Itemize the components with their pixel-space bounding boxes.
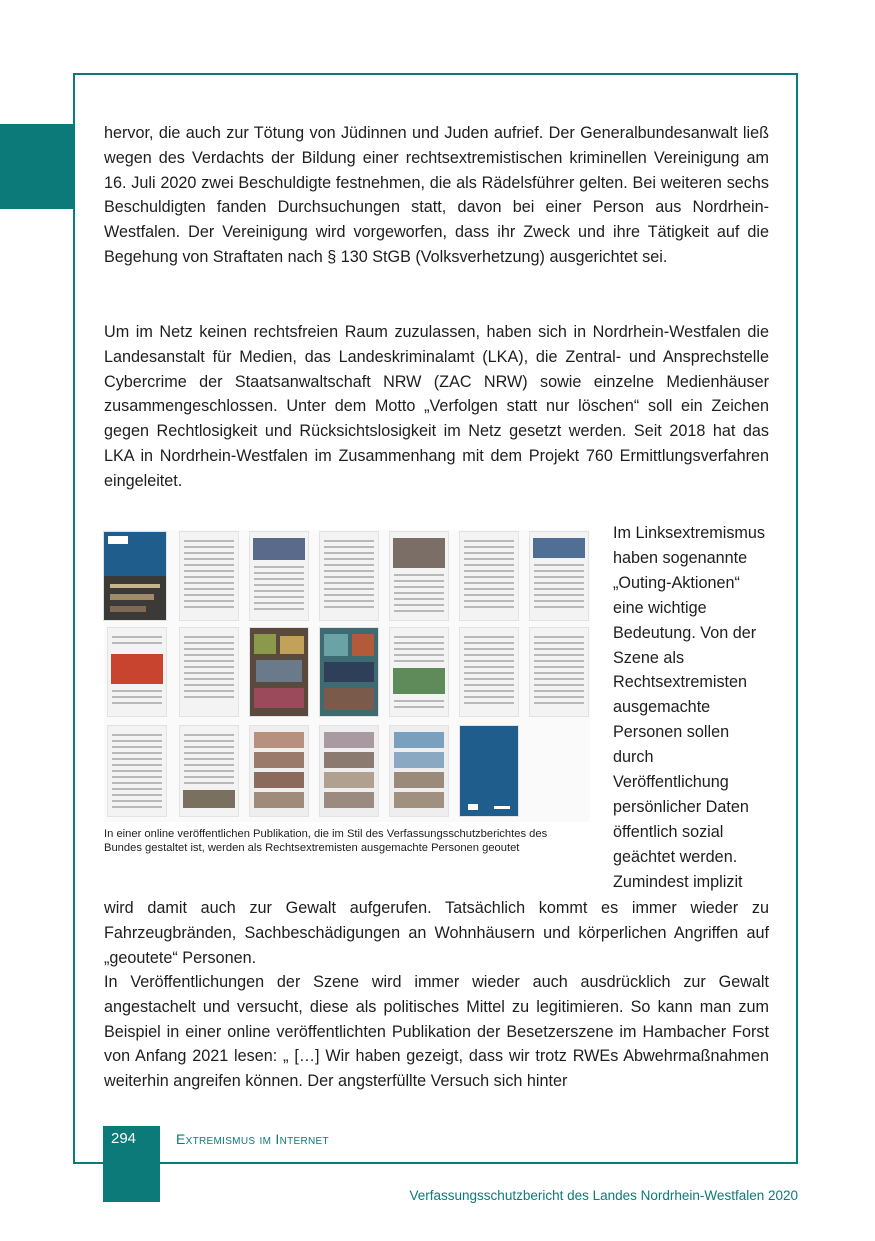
paragraph-1: hervor, die auch zur Tötung von Jüdinnen und Juden aufrief. Der Generalbundesanwalt ließ wegen des Verdachts der Bildung einer rechtsextremistischen kriminellen Vereinigung am 16. Juli 2020 zwei Beschuldigte festnehmen, die als Rädelsführer gelten. Bei weiteren sechs Beschuldigten fanden Durchsuchungen statt, davon bei einer Person aus Nordrhein-Westfalen. Der Vereinigung wird vorgeworfen, dass ihr Zweck und ihre Tätigkeit auf die Begehung von Straftaten nach § 130 StGB (Volksverhetzung) ausgerichtet sei. — [104, 124, 769, 266]
photo-page-thumbnail — [530, 532, 588, 620]
paragraph-4: wird damit auch zur Gewalt aufgerufen. Tatsächlich kommt es immer wieder zu Fahrzeugbränden, Sachbeschädigungen an Wohnhäusern und körperlichen Angriffen auf „geoutete“ Personen. — [104, 899, 769, 967]
side-tab-marker — [0, 124, 74, 209]
portrait-grid-thumbnail — [250, 726, 308, 816]
text-page-thumbnail — [320, 532, 378, 620]
publication-thumbnail-grid — [104, 530, 590, 822]
photo-page-thumbnail — [108, 628, 166, 716]
page-number: 294 — [111, 1130, 137, 1147]
text-page-thumbnail — [460, 532, 518, 620]
photo-page-thumbnail — [390, 628, 448, 716]
text-page-thumbnail — [530, 628, 588, 716]
portrait-grid-thumbnail — [390, 726, 448, 816]
text-page-thumbnail — [108, 726, 166, 816]
text-page-thumbnail — [180, 628, 238, 716]
cover-page-thumbnail — [104, 532, 166, 620]
collage-page-thumbnail — [320, 628, 378, 716]
photo-page-thumbnail — [250, 532, 308, 620]
paragraph-3: Im Linksextremismus haben sogenannte „Outing-Aktionen“ eine wichtige Bedeutung. Von der Szene als Rechtsextremisten ausgemachte Personen sollen durch Veröffentlichung persönlicher Daten öffentlich sozial geächtet werden. Zumindest implizit — [613, 524, 766, 891]
report-title: Verfassungsschutzbericht des Landes Nordrhein-Westfalen 2020 — [409, 1188, 798, 1203]
photo-page-thumbnail — [390, 532, 448, 620]
portrait-grid-thumbnail — [320, 726, 378, 816]
collage-page-thumbnail — [250, 628, 308, 716]
text-page-thumbnail — [180, 726, 238, 816]
paragraph-2: Um im Netz keinen rechtsfreien Raum zuzulassen, haben sich in Nordrhein-Westfalen die Landesanstalt für Medien, das Landeskriminalamt (LKA), die Zentral- und Ansprechstelle Cybercrime der Staatsanwaltschaft NRW (ZAC NRW) sowie einzelne Medienhäuser zusammengeschlossen. Unter dem Motto „Verfolgen statt nur löschen“ soll ein Zeichen gegen Rechtlosigkeit und Rücksichtslosigkeit im Netz gesetzt werden. Seit 2018 hat das LKA in Nordrhein-Westfalen im Zusammenhang mit dem Projekt 760 Ermittlungsverfahren eingeleitet. — [104, 323, 769, 490]
text-page-thumbnail — [460, 628, 518, 716]
paragraph-5: In Veröffentlichungen der Szene wird immer wieder auch ausdrücklich zur Gewalt angestachelt und versucht, diese als politisches Mittel zu legitimieren. So kann man zum Beispiel in einer online veröffentlichten Publikation der Besetzerszene im Hambacher Forst von Anfang 2021 lesen: „ […] Wir haben gezeigt, dass wir trotz RWEs Abwehrmaßnahmen weiterhin angreifen können. Der angsterfüllte Versuch sich hinter — [104, 973, 769, 1091]
section-title: Extremismus im Internet — [176, 1131, 329, 1147]
back-cover-thumbnail — [460, 726, 518, 816]
text-page-thumbnail — [180, 532, 238, 620]
figure-caption: In einer online veröffentlichen Publikation, die im Stil des Verfassungsschutzberichtes des Bundes gestaltet ist, werden als Rechtsextremisten ausgemachte Personen geoutet — [104, 828, 548, 854]
